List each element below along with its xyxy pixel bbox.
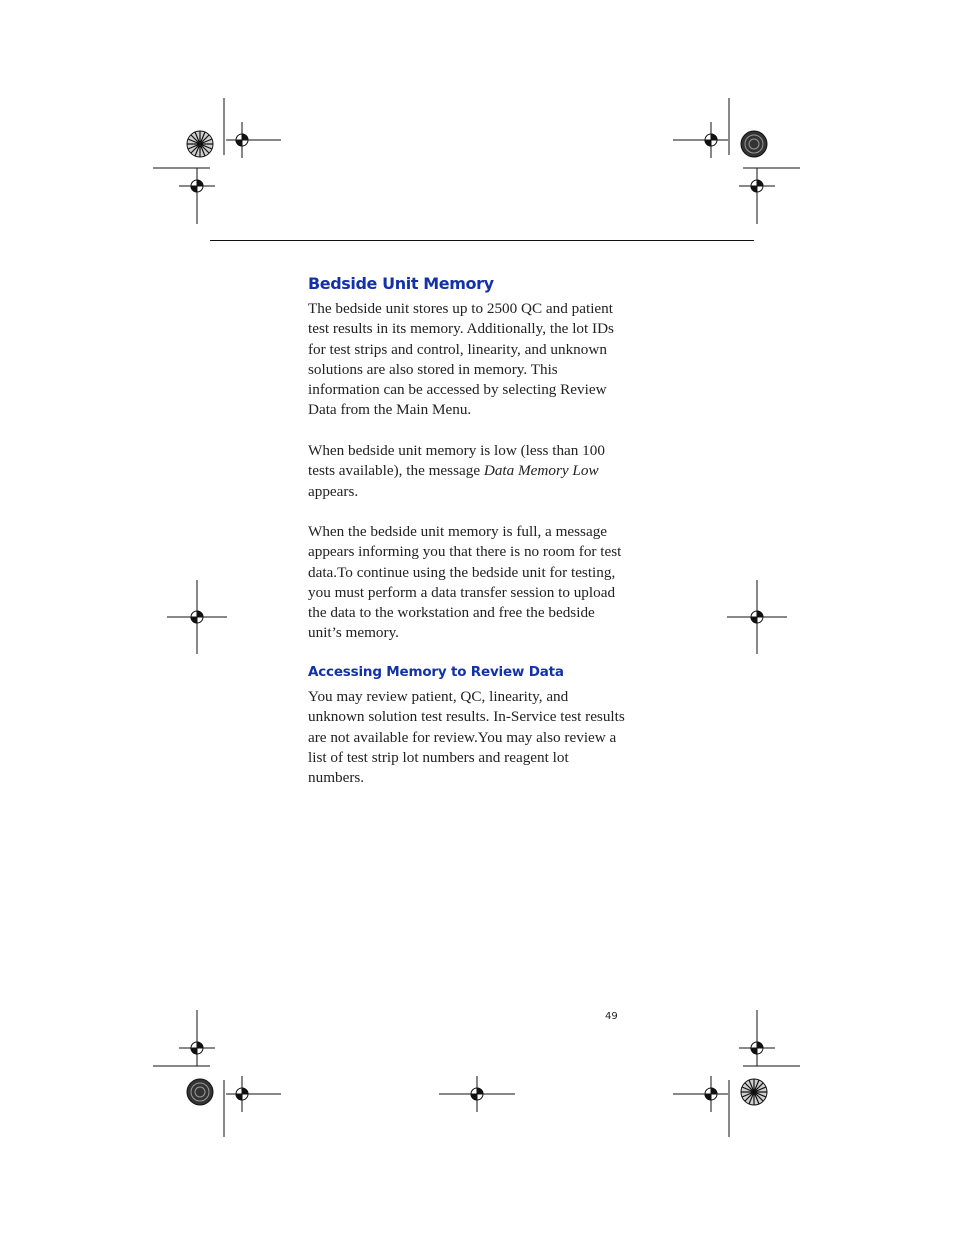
memory-low-paragraph: [308, 441, 628, 502]
memory-low-message: Data Memory Low: [483, 462, 599, 480]
section-heading: Bedside Unit Memory: [308, 274, 494, 293]
memory-paragraph: The bedside unit stores up to 2500 QC and patient test results in its memory. Additionally, the lot IDs for test strips and control, linearity, and unknown solutions are also stored in memory. This information can be accessed by selecting Review Data from the Main Menu.: [308, 300, 614, 419]
memory-low-text-end: appears.: [308, 482, 359, 500]
page-number: 49: [605, 1011, 618, 1022]
star-target-icon: [741, 131, 767, 157]
header-rule: [210, 240, 754, 241]
star-target-icon: [187, 131, 213, 157]
memory-low-text: When bedside unit memory is low (less than 100 tests available), the message: [308, 442, 605, 480]
star-target-icon: [187, 1079, 213, 1105]
memory-full-paragraph: When the bedside unit memory is full, a message appears informing you that there is no room for test data.To continue using the bedside unit for testing, you must perform a data transfer session to upload the data to the workstation and free the bedside unit’s memory.: [308, 523, 622, 642]
review-data-paragraph: You may review patient, QC, linearity, and unknown solution test results. In-Service test results are not available for review.You may also review a list of test strip lot numbers and reagent lot numbers.: [308, 688, 625, 787]
star-target-icon: [741, 1079, 767, 1105]
subsection-heading: Accessing Memory to Review Data: [308, 664, 564, 680]
